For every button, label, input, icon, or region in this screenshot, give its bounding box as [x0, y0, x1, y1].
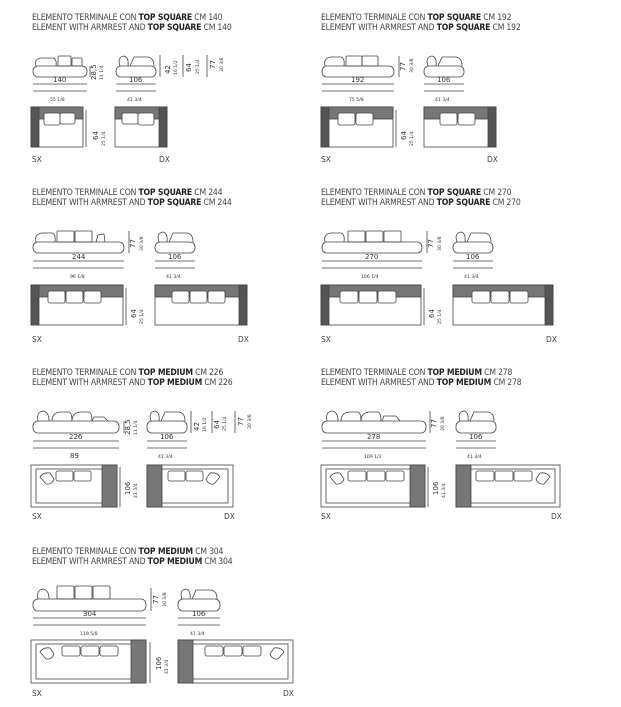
module-title-en: ELEMENT WITH ARMREST AND TOP SQUARE CM 244	[32, 198, 232, 208]
left-label: SX	[321, 155, 331, 164]
width-cm-label: 226	[69, 433, 83, 441]
plan-depth-cm-label: 64	[428, 309, 436, 318]
depth-in-label: 41 3/4	[190, 632, 205, 637]
height-cm-label: 77	[129, 239, 137, 248]
right-label: DX	[546, 335, 557, 344]
back-dim-label: 64	[213, 420, 221, 429]
side-elevation	[147, 411, 187, 433]
side-elevation	[453, 232, 493, 253]
plan-depth-cm-label: 64	[92, 131, 100, 140]
right-label: DX	[238, 335, 249, 344]
module-drawings	[290, 0, 621, 175]
module-drawings	[0, 0, 310, 175]
depth-cm-label: 106	[469, 433, 483, 441]
width-cm-label: 244	[72, 253, 86, 261]
width-cm-label: 140	[53, 76, 67, 84]
height-in-label: 30 3/8	[140, 236, 145, 251]
side-elevation	[424, 56, 464, 77]
back-dim-label: 30 3/8	[248, 414, 253, 429]
plan-right	[147, 465, 233, 507]
plan-depth-in-label: 25 1/4	[438, 309, 443, 324]
height-in-label: 30 3/8	[438, 236, 443, 251]
plan-left	[31, 107, 83, 147]
plan-depth-cm-label: 106	[155, 656, 163, 670]
plan-left	[321, 285, 421, 325]
plan-left	[31, 285, 123, 325]
left-label: SX	[32, 335, 42, 344]
left-label: SX	[32, 689, 42, 698]
depth-in-label: 41 3/4	[158, 455, 173, 460]
width-in-label: 96 1/8	[70, 275, 85, 280]
left-label: SX	[321, 512, 331, 521]
module-title-en: ELEMENT WITH ARMREST AND TOP MEDIUM CM 304	[32, 557, 233, 567]
plan-left	[321, 107, 393, 147]
front-elevation	[33, 231, 124, 253]
height-in-label: 30 3/8	[410, 58, 415, 73]
module-drawings	[290, 358, 621, 536]
width-in-label: 89	[70, 452, 79, 460]
side-elevation	[116, 56, 156, 77]
height-cm-label: 77	[399, 62, 407, 71]
module-title: ELEMENTO TERMINALE CON TOP SQUARE CM 192	[321, 13, 512, 23]
back-dim-label: 25 1/4	[223, 416, 228, 431]
front-elevation	[33, 411, 119, 433]
plan-depth-cm-label: 106	[432, 481, 440, 495]
left-label: SX	[32, 155, 42, 164]
height-cm-label: 77	[152, 595, 160, 604]
depth-in-label: 41 3/4	[464, 275, 479, 280]
height-in-label: 30 3/8	[441, 416, 446, 431]
back-dim-label: 16 1/2	[174, 60, 179, 75]
plan-right	[453, 285, 553, 325]
right-label: DX	[159, 155, 170, 164]
height-cm-label: 28,5	[124, 419, 132, 435]
module-title-en: ELEMENT WITH ARMREST AND TOP SQUARE CM 192	[321, 23, 521, 33]
width-cm-label: 192	[351, 76, 365, 84]
plan-depth-in-label: 25 1/4	[140, 309, 145, 324]
module-title-en: ELEMENT WITH ARMREST AND TOP MEDIUM CM 278	[321, 378, 522, 388]
width-cm-label: 304	[83, 610, 97, 618]
plan-left	[31, 640, 146, 683]
depth-cm-label: 106	[466, 253, 480, 261]
plan-depth-in-label: 41 3/4	[165, 659, 170, 674]
back-dim-label: 25 1/4	[196, 59, 201, 74]
width-in-label: 75 5/8	[349, 98, 364, 103]
back-dim-label: 77	[209, 60, 217, 69]
height-cm-label: 77	[427, 239, 435, 248]
module-title: ELEMENTO TERMINALE CON TOP SQUARE CM 244	[32, 188, 223, 198]
module-square-192	[290, 0, 621, 175]
right-label: DX	[487, 155, 498, 164]
module-medium-226	[0, 358, 310, 536]
module-title: ELEMENTO TERMINALE CON TOP SQUARE CM 270	[321, 188, 512, 198]
module-title-en: ELEMENT WITH ARMREST AND TOP SQUARE CM 270	[321, 198, 521, 208]
width-in-label: 106 1/4	[361, 275, 379, 280]
height-in-label: 30 3/8	[163, 592, 168, 607]
module-title: ELEMENTO TERMINALE CON TOP MEDIUM CM 304	[32, 547, 224, 557]
left-label: SX	[32, 512, 42, 521]
side-elevation	[178, 589, 220, 611]
depth-in-label: 41 3/4	[127, 98, 142, 103]
depth-cm-label: 106	[192, 610, 206, 618]
front-elevation	[322, 231, 422, 253]
width-cm-label: 278	[367, 433, 381, 441]
width-in-label: 55 1/8	[50, 98, 65, 103]
height-cm-label: 28,5	[90, 64, 98, 80]
plan-depth-in-label: 41 3/4	[442, 483, 447, 498]
back-dim-label: 30 3/8	[220, 57, 225, 72]
plan-right	[115, 107, 167, 147]
depth-in-label: 41 3/4	[166, 275, 181, 280]
depth-cm-label: 106	[160, 433, 174, 441]
module-square-244	[0, 178, 310, 356]
side-elevation	[155, 232, 195, 253]
module-square-270	[290, 178, 621, 356]
module-drawings	[0, 538, 621, 707]
width-in-label: 109 1/2	[364, 455, 382, 460]
module-title-en: ELEMENT WITH ARMREST AND TOP MEDIUM CM 226	[32, 378, 233, 388]
side-elevation	[456, 411, 496, 433]
front-elevation	[322, 56, 394, 77]
front-elevation	[33, 586, 146, 611]
height-in-label: 11 1/4	[100, 65, 105, 80]
right-label: DX	[224, 512, 235, 521]
height-in-label: 11 1/4	[134, 420, 139, 435]
plan-depth-cm-label: 106	[124, 481, 132, 495]
module-title-en: ELEMENT WITH ARMREST AND TOP SQUARE CM 140	[32, 23, 232, 33]
plan-depth-cm-label: 64	[400, 131, 408, 140]
module-drawings	[0, 178, 310, 356]
back-dim-label: 42	[164, 65, 172, 74]
depth-cm-label: 106	[168, 253, 182, 261]
module-title: ELEMENTO TERMINALE CON TOP MEDIUM CM 278	[321, 368, 513, 378]
plan-depth-in-label: 41 3/4	[134, 483, 139, 498]
width-in-label: 119 5/8	[80, 632, 98, 637]
back-dim-label: 64	[185, 63, 193, 72]
module-medium-304	[0, 538, 621, 707]
depth-in-label: 41 3/4	[467, 455, 482, 460]
module-drawings	[0, 358, 310, 536]
width-cm-label: 270	[365, 253, 379, 261]
plan-depth-cm-label: 64	[130, 309, 138, 318]
back-dim-label: 77	[237, 417, 245, 426]
module-title: ELEMENTO TERMINALE CON TOP SQUARE CM 140	[32, 13, 223, 23]
depth-cm-label: 106	[129, 76, 143, 84]
plan-depth-in-label: 25 1/4	[102, 131, 107, 146]
module-title: ELEMENTO TERMINALE CON TOP MEDIUM CM 226	[32, 368, 224, 378]
back-dim-label: 42	[193, 422, 201, 431]
plan-left	[321, 465, 425, 507]
left-label: SX	[321, 335, 331, 344]
plan-right	[178, 640, 293, 683]
right-label: DX	[283, 689, 294, 698]
module-medium-278	[290, 358, 621, 536]
back-dim-label: 16 1/2	[203, 417, 208, 432]
front-elevation	[322, 411, 426, 433]
plan-right	[456, 465, 560, 507]
depth-in-label: 41 3/4	[435, 98, 450, 103]
plan-left	[31, 465, 117, 507]
plan-depth-in-label: 25 1/4	[410, 131, 415, 146]
right-label: DX	[551, 512, 562, 521]
depth-cm-label: 106	[437, 76, 451, 84]
front-elevation	[33, 56, 87, 77]
module-square-140	[0, 0, 310, 175]
height-cm-label: 77	[430, 419, 438, 428]
module-drawings	[290, 178, 621, 356]
plan-right	[155, 285, 247, 325]
plan-right	[424, 107, 496, 147]
